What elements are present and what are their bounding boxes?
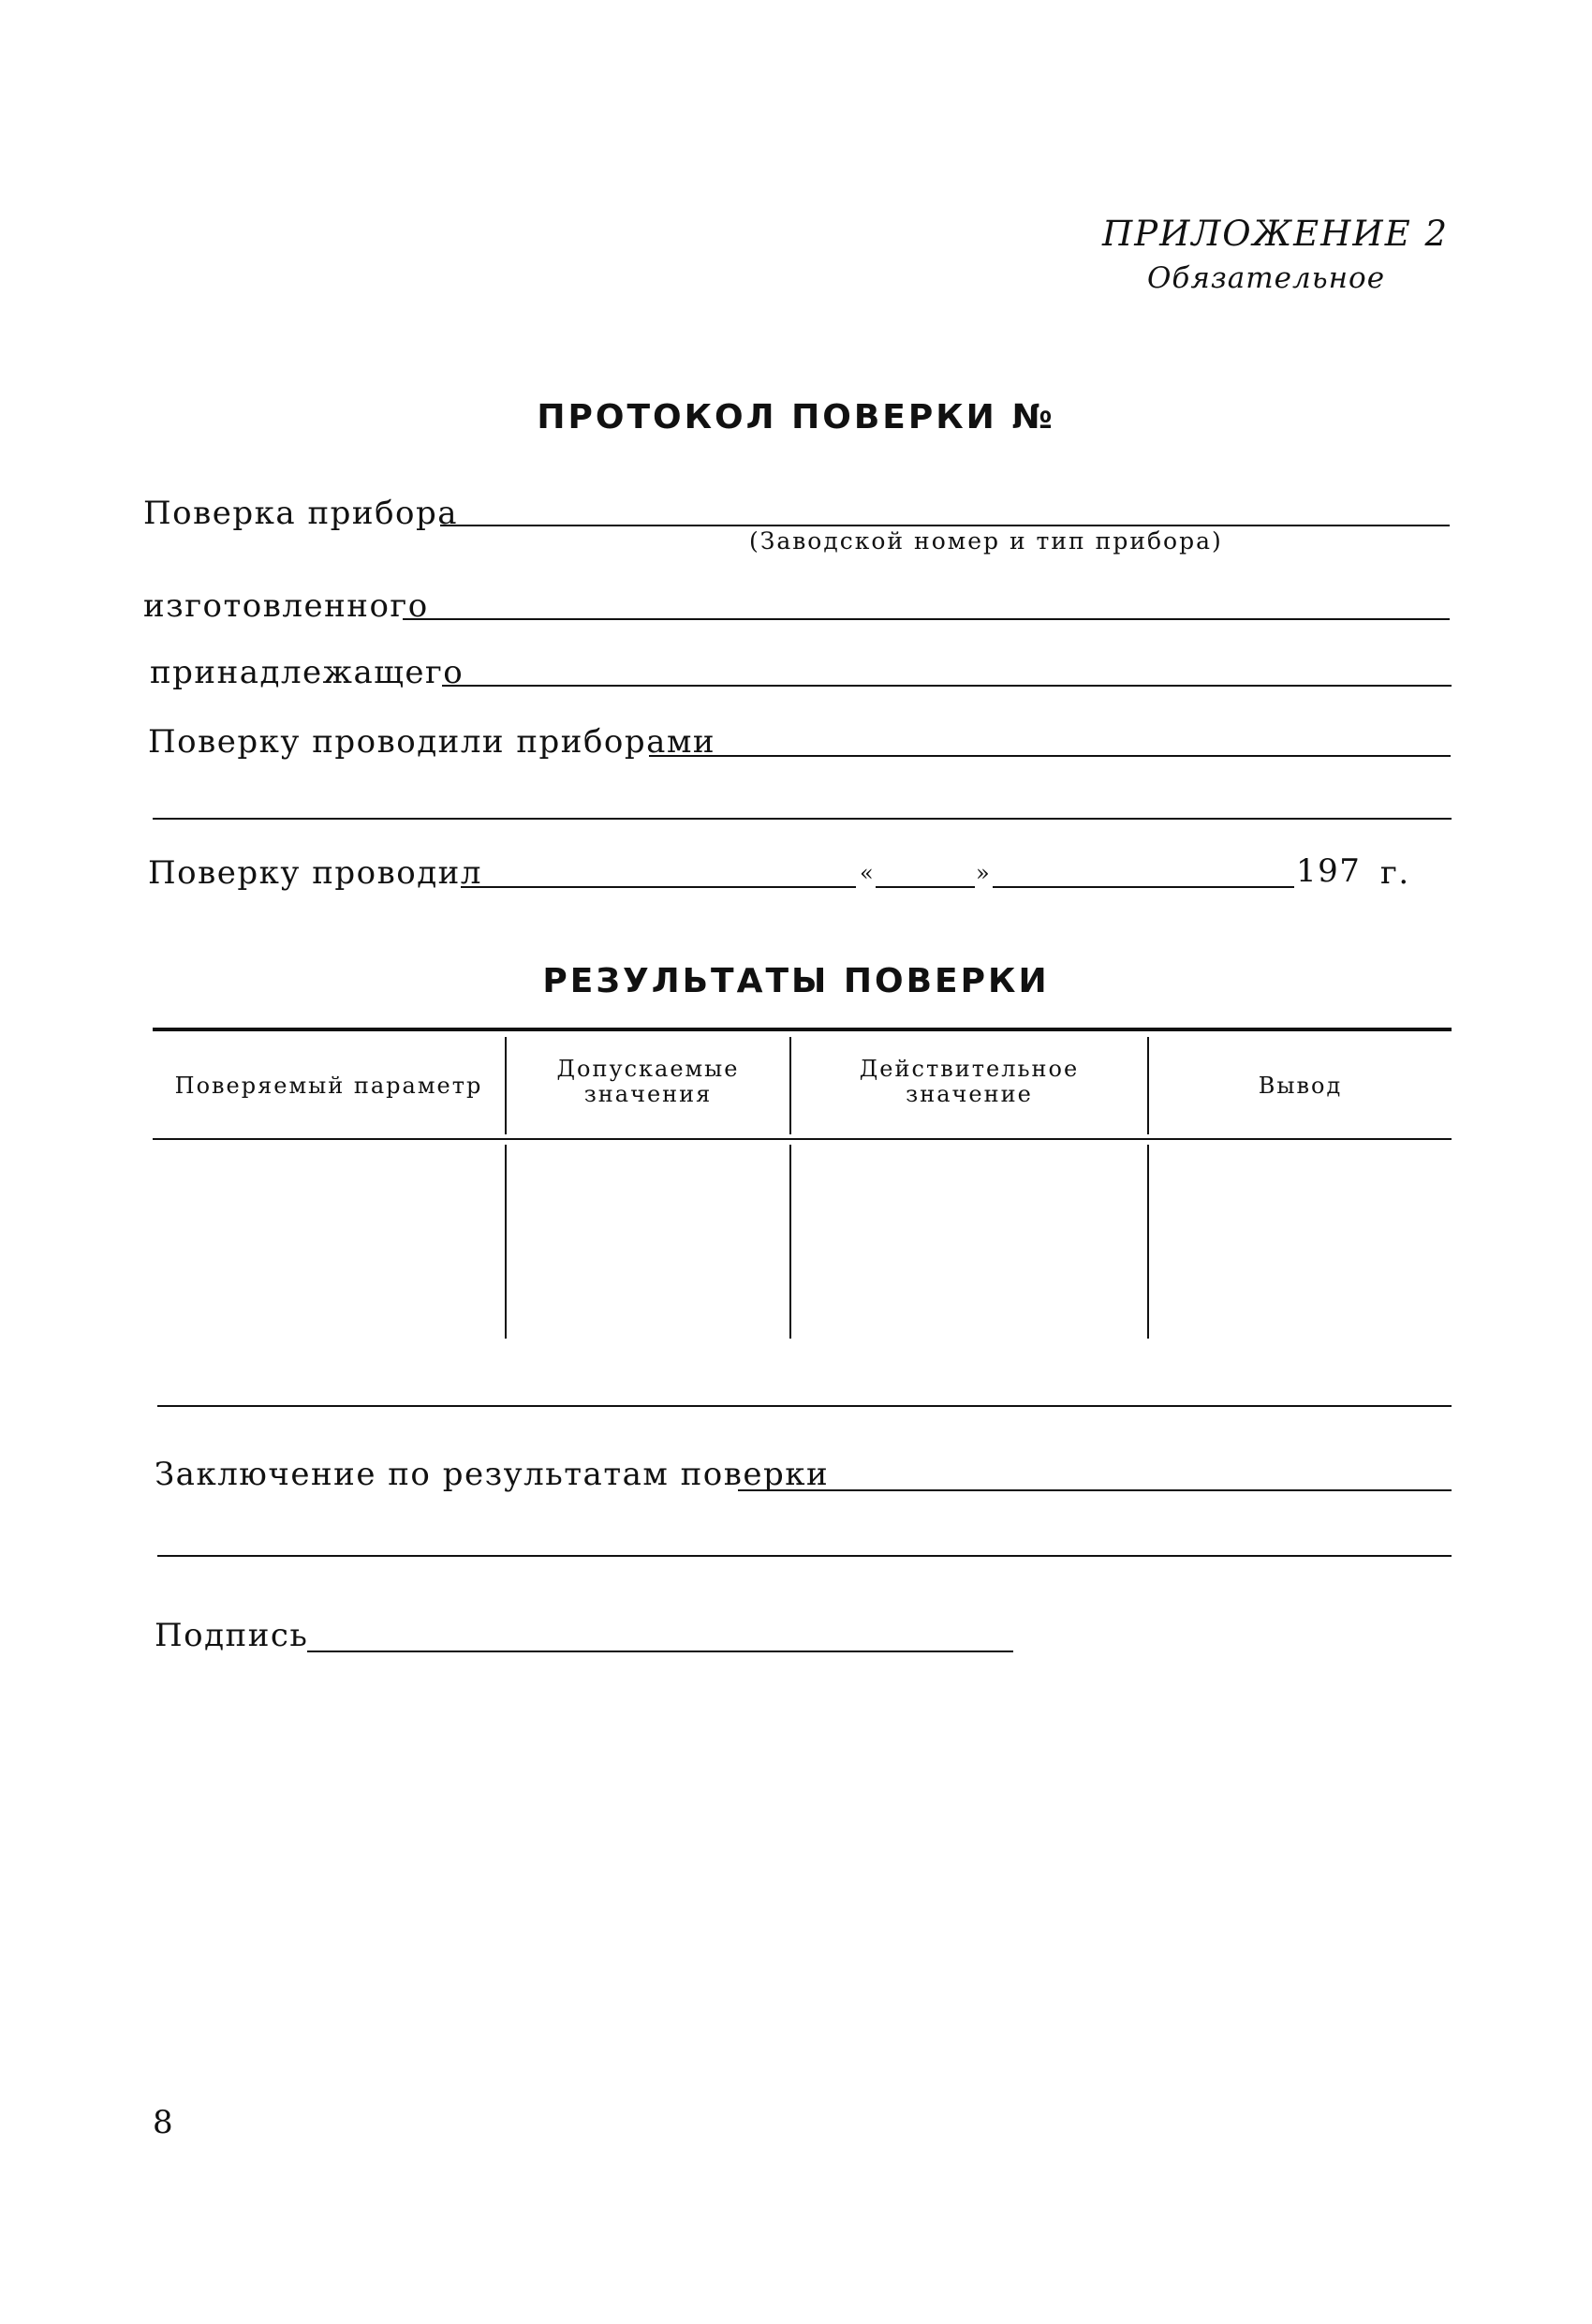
appendix-title: ПРИЛОЖЕНИЕ 2	[1101, 214, 1449, 254]
column-divider-2-body	[789, 1145, 791, 1339]
performed-by-label: Поверку проводил	[148, 854, 482, 892]
device-label: Поверка прибора	[143, 495, 459, 532]
month-field-line[interactable]	[993, 886, 1294, 888]
table-top-rule	[153, 1028, 1452, 1031]
quote-close: »	[976, 860, 992, 886]
conclusion-field-line[interactable]	[738, 1489, 1452, 1491]
table-cell-conclusion[interactable]	[1151, 1145, 1452, 1339]
year-prefix: 197	[1296, 852, 1362, 890]
manufactured-label: изготовленного	[143, 587, 429, 625]
signature-label: Подпись	[155, 1617, 309, 1654]
column-header-parameter: Поверяемый параметр	[174, 1073, 483, 1099]
device-field-line[interactable]	[440, 525, 1450, 526]
instruments-extra-line[interactable]	[153, 818, 1452, 820]
manufactured-field-line[interactable]	[403, 618, 1450, 620]
column-header-allowed-values: Допускаемые значения	[556, 1056, 740, 1107]
quote-open: «	[860, 860, 876, 886]
column-header-actual-value: Действительное значение	[859, 1056, 1080, 1107]
performed-by-field-line[interactable]	[461, 886, 856, 888]
appendix-subtitle: Обязательное	[1147, 261, 1386, 295]
owner-field-line[interactable]	[442, 685, 1452, 687]
signature-field-line[interactable]	[307, 1650, 1013, 1652]
table-header-rule	[153, 1138, 1452, 1140]
protocol-title: ПРОТОКОЛ ПОВЕРКИ №	[537, 398, 1055, 437]
day-field-line[interactable]	[876, 886, 975, 888]
results-title: РЕЗУЛЬТАТЫ ПОВЕРКИ	[542, 962, 1050, 1000]
column-divider-3-body	[1147, 1145, 1149, 1339]
table-cell-parameter[interactable]	[153, 1145, 503, 1339]
year-suffix: г.	[1380, 854, 1410, 892]
conclusion-extra-line[interactable]	[157, 1555, 1452, 1557]
column-divider-3-header	[1147, 1037, 1149, 1134]
device-caption: (Заводской номер и тип прибора)	[749, 527, 1223, 555]
instruments-field-line[interactable]	[649, 755, 1451, 757]
column-divider-1-body	[505, 1145, 507, 1339]
instruments-label: Поверку проводили приборами	[148, 723, 716, 761]
column-header-conclusion: Вывод	[1258, 1073, 1343, 1099]
owner-label: принадлежащего	[150, 654, 464, 691]
conclusion-label: Заключение по результатам поверки	[155, 1456, 830, 1493]
table-bottom-line[interactable]	[157, 1405, 1452, 1407]
table-cell-actual-value[interactable]	[793, 1145, 1145, 1339]
column-divider-1-header	[505, 1037, 507, 1134]
page-number: 8	[153, 2104, 173, 2141]
column-divider-2-header	[789, 1037, 791, 1134]
table-cell-allowed-values[interactable]	[509, 1145, 788, 1339]
